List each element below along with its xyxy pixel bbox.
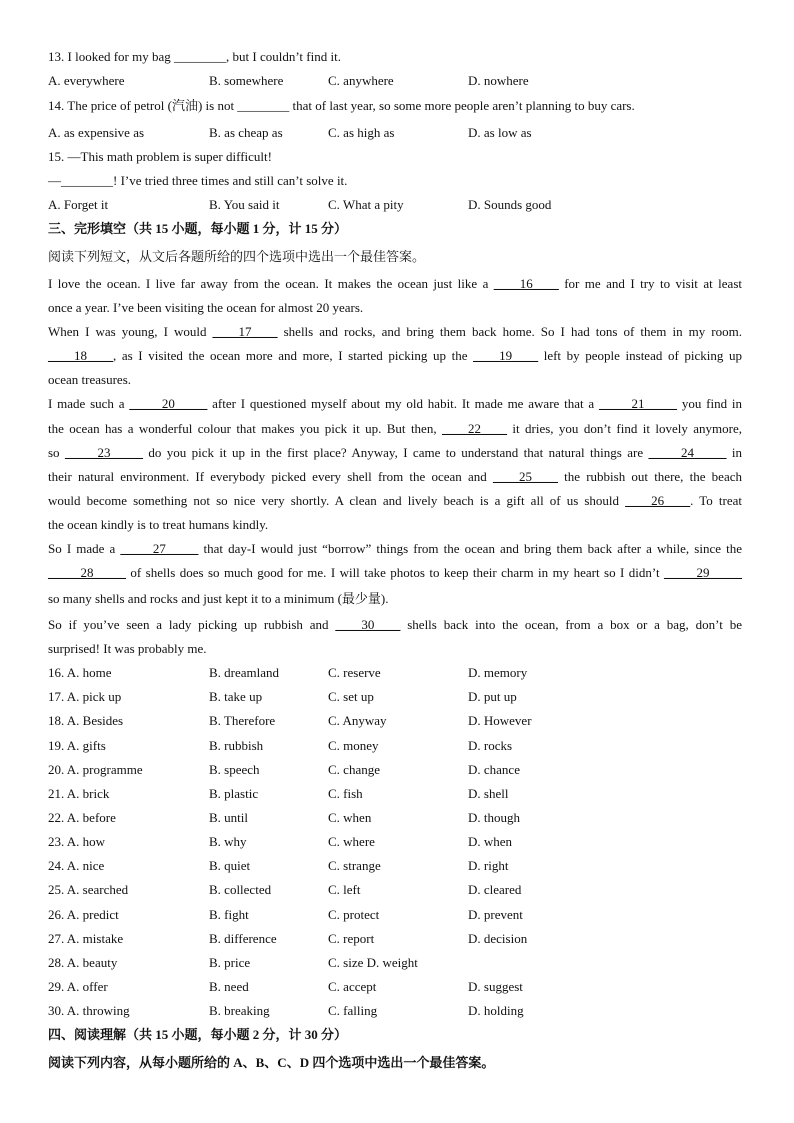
option-a[interactable]: 20. A. programme xyxy=(48,762,143,777)
option-b[interactable]: B. speech xyxy=(209,762,260,777)
option-d[interactable]: D. put up xyxy=(468,689,517,704)
option-b[interactable]: B. dreamland xyxy=(209,665,280,680)
option-a[interactable]: 16. A. home xyxy=(48,665,112,680)
option-a[interactable]: 30. A. throwing xyxy=(48,1003,130,1018)
passage-line: _____28_____ of shells does so much good for me. I will take photos to keep their charm in my heart so I didn’t _____29_____ xyxy=(48,565,742,580)
option-a[interactable]: 24. A. nice xyxy=(48,858,105,873)
option-c[interactable]: C. set up xyxy=(328,689,374,704)
option-d[interactable]: D. holding xyxy=(468,1003,524,1018)
option-c[interactable]: C. as high as xyxy=(328,125,395,140)
option-c[interactable]: C. reserve xyxy=(328,665,381,680)
blank-28: _____28_____ xyxy=(48,565,126,580)
option-c[interactable]: C. protect xyxy=(328,907,380,922)
option-c[interactable]: C. where xyxy=(328,834,375,849)
option-d[interactable]: D. memory xyxy=(468,665,528,680)
option-a[interactable]: 23. A. how xyxy=(48,834,106,849)
option-d[interactable]: D. Sounds good xyxy=(468,197,552,212)
option-b[interactable]: B. plastic xyxy=(209,786,259,801)
option-a[interactable]: A. Forget it xyxy=(48,197,109,212)
option-d[interactable]: D. rocks xyxy=(468,738,513,753)
option-a[interactable]: 28. A. beauty xyxy=(48,955,118,970)
blank-26: ____26____ xyxy=(625,493,691,508)
blank-18: ____18____ xyxy=(48,348,113,363)
blank-29: _____29_____ xyxy=(664,565,742,580)
blank-24: _____24_____ xyxy=(648,445,727,460)
passage-line: When I was young, I would ____17____ shells and rocks, and bring them back home. So I had tons of them in my room. xyxy=(48,324,743,339)
blank-21: _____21_____ xyxy=(599,396,677,411)
option-a[interactable]: A. as expensive as xyxy=(48,125,145,140)
option-a[interactable]: 26. A. predict xyxy=(48,907,119,922)
passage-line: I made such a _____20_____ after I questioned myself about my old habit. It made me aware that a _____21_____ you find in xyxy=(48,396,742,411)
option-d[interactable]: D. shell xyxy=(468,786,509,801)
option-b[interactable]: B. Therefore xyxy=(209,713,276,728)
option-a[interactable]: 27. A. mistake xyxy=(48,931,124,946)
option-b[interactable]: B. difference xyxy=(209,931,277,946)
option-d[interactable]: D. prevent xyxy=(468,907,523,922)
option-c[interactable]: C. left xyxy=(328,882,361,897)
option-b[interactable]: B. somewhere xyxy=(209,73,284,88)
option-c-d[interactable]: C. size D. weight xyxy=(328,955,418,970)
passage-line: so many shells and rocks and just kept it to a minimum (最少量). xyxy=(48,591,389,606)
option-c[interactable]: C. when xyxy=(328,810,372,825)
question-15-stem: 15. —This math problem is super difficult! xyxy=(48,149,272,164)
option-c[interactable]: C. Anyway xyxy=(328,713,387,728)
passage-line: surprised! It was probably me. xyxy=(48,641,207,656)
option-c[interactable]: C. money xyxy=(328,738,379,753)
option-b[interactable]: B. rubbish xyxy=(209,738,264,753)
passage-line: so _____23_____ do you pick it up in the first place? Anyway, I came to understand that natural things are _____24_____ in xyxy=(48,445,742,460)
option-d[interactable]: D. as low as xyxy=(468,125,532,140)
option-b[interactable]: B. quiet xyxy=(209,858,251,873)
option-d[interactable]: D. nowhere xyxy=(468,73,529,88)
blank-16: ____16____ xyxy=(493,276,559,291)
option-a[interactable]: 19. A. gifts xyxy=(48,738,106,753)
passage-line: their natural environment. If everybody picked every shell from the ocean and ____25____ the rubbish out there, the beach xyxy=(48,469,742,484)
option-c[interactable]: C. falling xyxy=(328,1003,378,1018)
option-d[interactable]: D. However xyxy=(468,713,532,728)
option-a[interactable]: 22. A. before xyxy=(48,810,116,825)
option-d[interactable]: D. decision xyxy=(468,931,528,946)
passage-line: So I made a _____27_____ that day-I would just “borrow” things from the ocean and bring them back after a while, since the xyxy=(48,541,742,556)
option-d[interactable]: D. chance xyxy=(468,762,520,777)
question-13-stem: 13. I looked for my bag ________, but I couldn’t find it. xyxy=(48,49,341,64)
section-3-instruction: 阅读下列短文，从文后各题所给的四个选项中选出一个最佳答案。 xyxy=(48,249,426,264)
option-c[interactable]: C. fish xyxy=(328,786,363,801)
passage-line: I love the ocean. I live far away from the ocean. It makes the ocean just like a ____16____ for me and I try to visit at least xyxy=(48,276,742,291)
option-a[interactable]: 18. A. Besides xyxy=(48,713,124,728)
option-a[interactable]: 17. A. pick up xyxy=(48,689,122,704)
blank-23: _____23_____ xyxy=(64,445,143,460)
option-b[interactable]: B. why xyxy=(209,834,247,849)
option-b[interactable]: B. You said it xyxy=(209,197,280,212)
option-d[interactable]: D. suggest xyxy=(468,979,523,994)
blank-30: ____30____ xyxy=(335,617,401,632)
option-c[interactable]: C. strange xyxy=(328,858,381,873)
option-c[interactable]: C. accept xyxy=(328,979,377,994)
blank-17: ____17____ xyxy=(212,324,278,339)
passage-line: the ocean kindly is to treat humans kindly. xyxy=(48,517,269,532)
option-d[interactable]: D. when xyxy=(468,834,513,849)
option-b[interactable]: B. take up xyxy=(209,689,263,704)
blank-27: _____27_____ xyxy=(120,541,199,556)
blank-25: ____25____ xyxy=(492,469,558,484)
option-c[interactable]: C. anywhere xyxy=(328,73,394,88)
passage-line: So if you’ve seen a lady picking up rubbish and ____30____ shells back into the ocean, from a box or a bag, don’t be xyxy=(48,617,742,632)
option-b[interactable]: B. as cheap as xyxy=(209,125,283,140)
section-3-heading: 三、完形填空（共 15 小题，每小题 1 分，计 15 分） xyxy=(48,221,348,236)
blank-22: ____22____ xyxy=(441,421,507,436)
option-a[interactable]: 21. A. brick xyxy=(48,786,110,801)
option-b[interactable]: B. fight xyxy=(209,907,249,922)
option-b[interactable]: B. breaking xyxy=(209,1003,270,1018)
option-b[interactable]: B. until xyxy=(209,810,249,825)
question-15-reply: —________! I’ve tried three times and still can’t solve it. xyxy=(48,173,348,188)
option-c[interactable]: C. What a pity xyxy=(328,197,404,212)
passage-line: ocean treasures. xyxy=(48,372,132,387)
section-4-heading: 四、阅读理解（共 15 小题，每小题 2 分，计 30 分） xyxy=(48,1027,348,1042)
option-b[interactable]: B. collected xyxy=(209,882,272,897)
blank-19: ____19____ xyxy=(473,348,539,363)
option-d[interactable]: D. cleared xyxy=(468,882,522,897)
passage-line: the ocean has a wonderful colour that makes you pick it up. But then, ____22____ it dries, you don’t find it lovely anymore, xyxy=(48,421,743,436)
option-a[interactable]: A. everywhere xyxy=(48,73,125,88)
option-a[interactable]: 29. A. offer xyxy=(48,979,108,994)
option-b[interactable]: B. price xyxy=(209,955,251,970)
option-d[interactable]: D. right xyxy=(468,858,509,873)
question-14-stem: 14. The price of petrol (汽油) is not ________ that of last year, so some more people aren’t planning to buy cars. xyxy=(48,98,635,113)
option-a[interactable]: 25. A. searched xyxy=(48,882,129,897)
passage-line: ____18____, as I visited the ocean more and more, I started picking up the ____19____ left by people instead of picking up xyxy=(48,348,742,363)
passage-line: would become something not so nice very shortly. A clean and lively beach is a gift all of us should ____26____. To treat xyxy=(48,493,742,508)
blank-20: _____20_____ xyxy=(129,396,208,411)
option-c[interactable]: C. change xyxy=(328,762,380,777)
option-c[interactable]: C. report xyxy=(328,931,375,946)
option-b[interactable]: B. need xyxy=(209,979,249,994)
passage-line: once a year. I’ve been visiting the ocean for almost 20 years. xyxy=(48,300,364,315)
option-d[interactable]: D. though xyxy=(468,810,520,825)
section-4-instruction: 阅读下列内容，从每小题所给的 A、B、C、D 四个选项中选出一个最佳答案。 xyxy=(48,1055,495,1070)
